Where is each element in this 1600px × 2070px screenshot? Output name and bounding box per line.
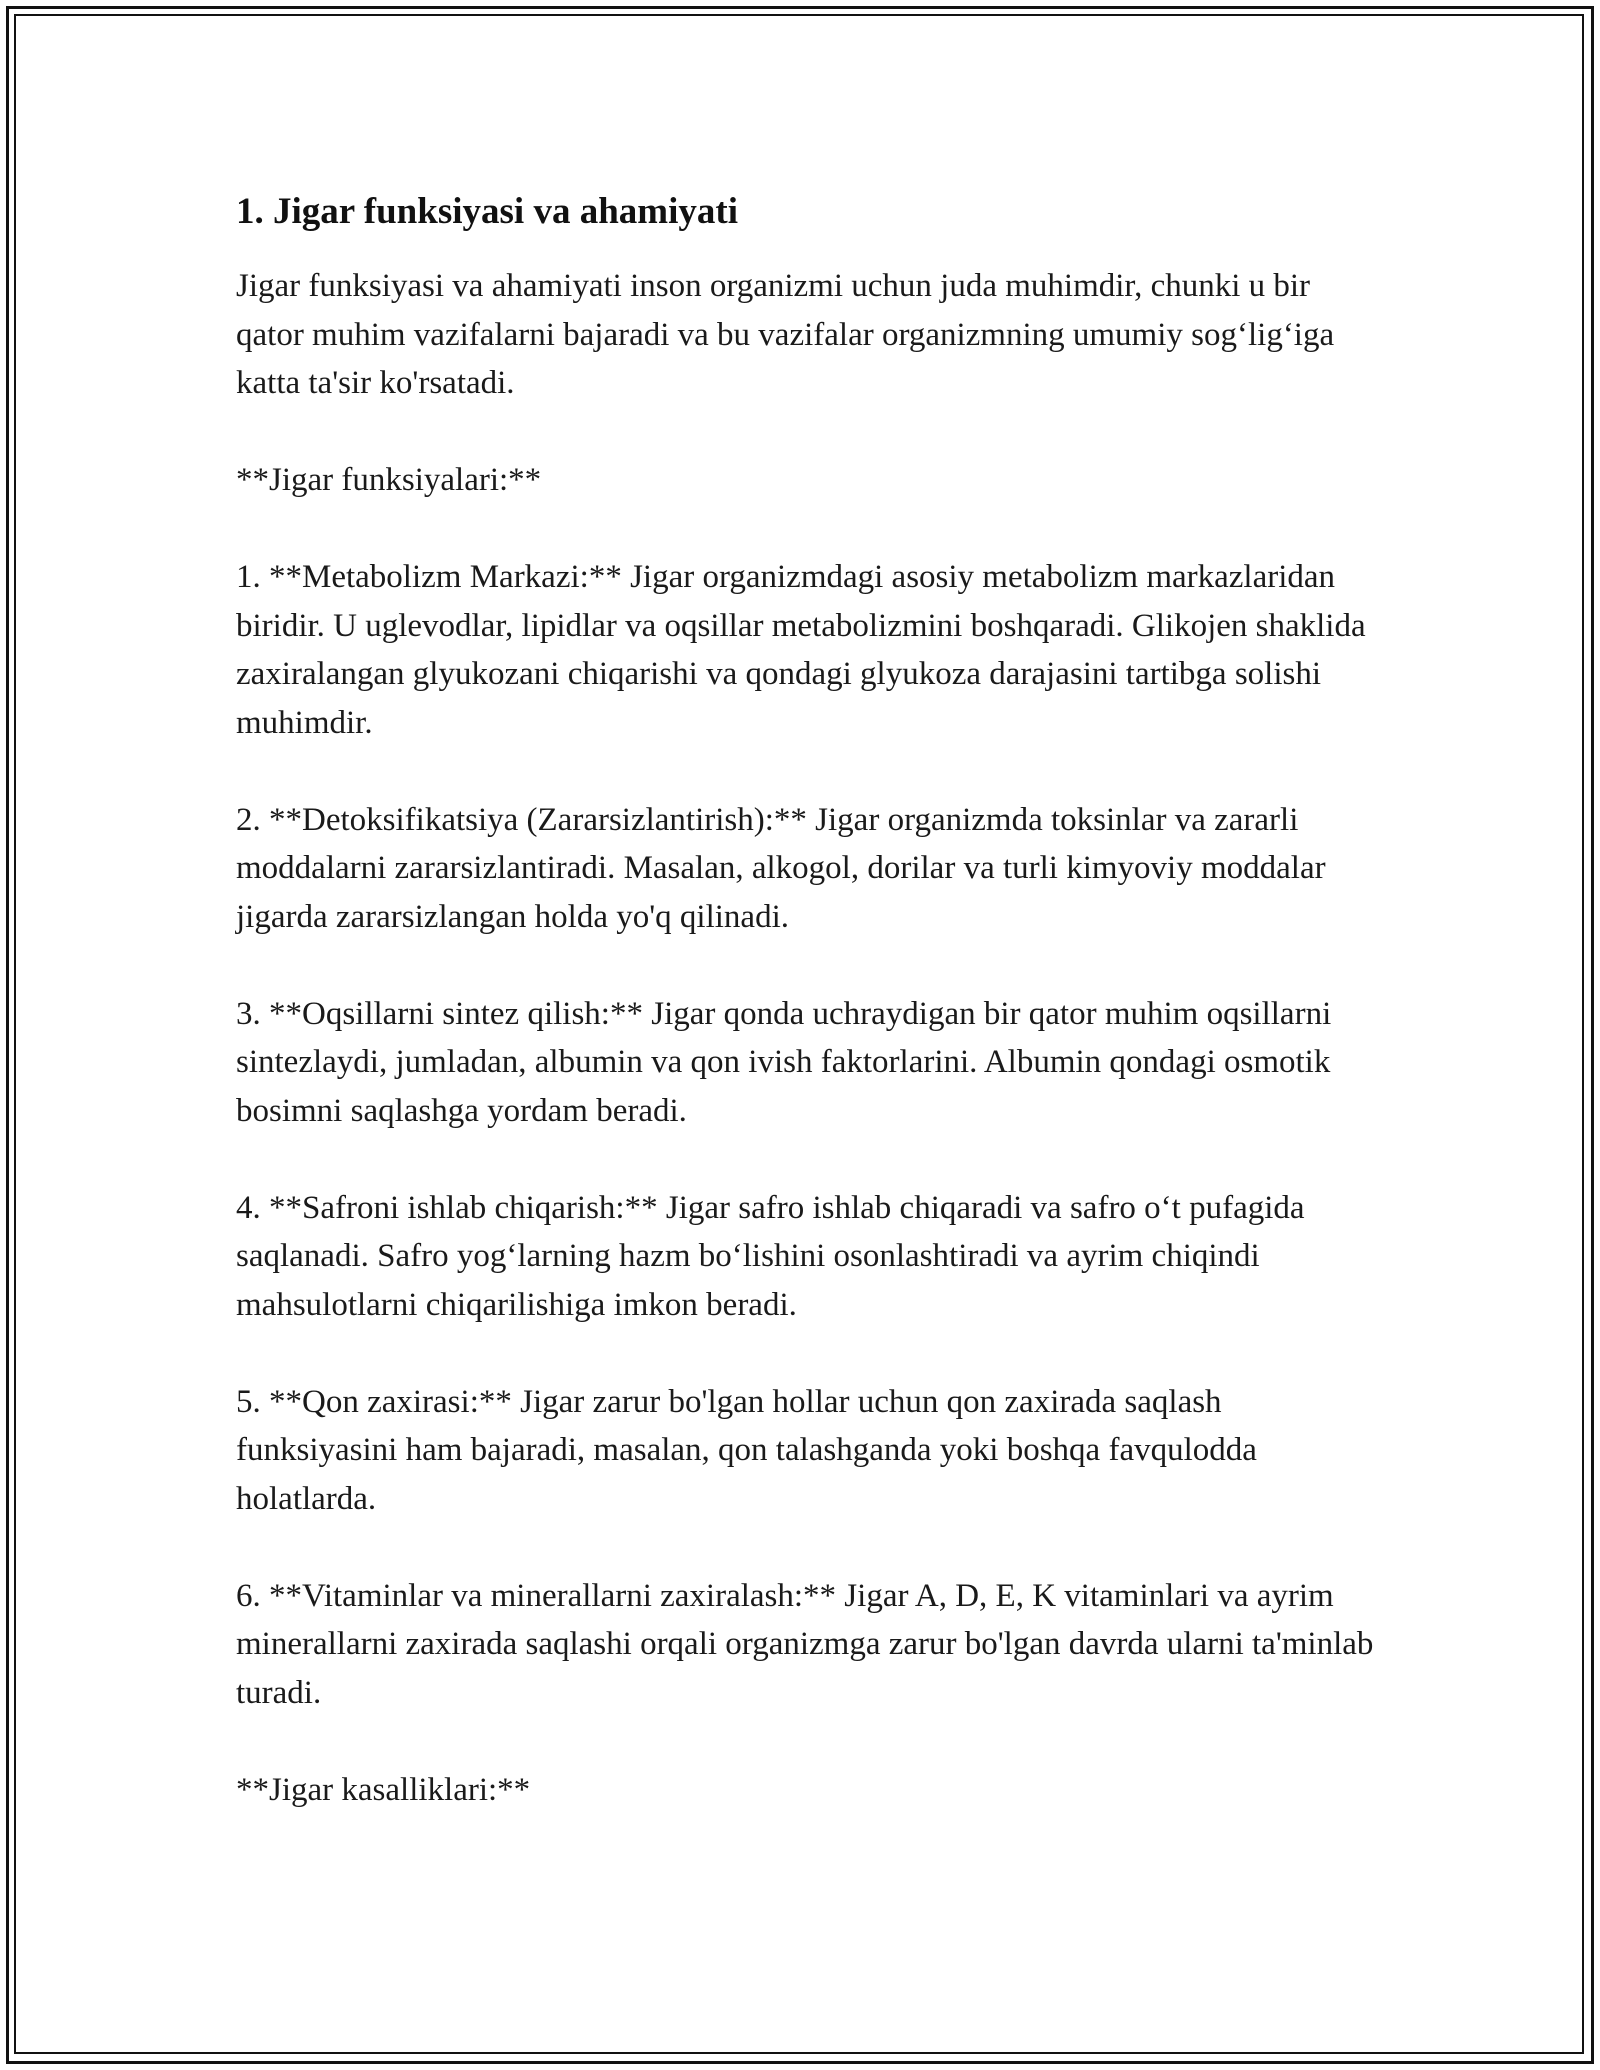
functions-subheading: **Jigar funksiyalari:**: [236, 462, 542, 498]
list-item-metabolism: 1. **Metabolizm Markazi:** Jigar organizmdagi asosiy metabolizm markazlaridan biridir. U uglevodlar, lipidlar va oqsillar metabolizmini boshqaradi. Glikojen shaklida zaxiralangan glyukozani chiqarishi va qondagi glyukoza darajasini tartibga solishi muhimdir.: [236, 559, 1366, 741]
document-page: [236, 188, 1376, 1863]
intro-paragraph: Jigar funksiyasi va ahamiyati inson organizmi uchun juda muhimdir, chunki u bir qator muhim vazifalarni bajaradi va bu vazifalar organizmning umumiy sog‘lig‘iga katta ta'sir ko'rsatadi.: [236, 268, 1335, 401]
list-item-protein-synthesis: 3. **Oqsillarni sintez qilish:** Jigar qonda uchraydigan bir qator muhim oqsillarni sintezlaydi, jumladan, albumin va qon ivish faktorlarini. Albumin qondagi osmotik bosimni saqlashga yordam beradi.: [236, 995, 1332, 1129]
list-item-vitamin-storage: 6. **Vitaminlar va minerallarni zaxiralash:** Jigar A, D, E, K vitaminlari va ayrim minerallarni zaxirada saqlashi orqali organizmga zarur bo'lgan davrda ularni ta'minlab turadi.: [236, 1577, 1374, 1711]
list-item-blood-reserve: 5. **Qon zaxirasi:** Jigar zarur bo'lgan hollar uchun qon zaxirada saqlash funksiyasini ham bajaradi, masalan, qon talashganda yoki boshqa favqulodda holatlarda.: [236, 1383, 1257, 1517]
list-item-bile-production: 4. **Safroni ishlab chiqarish:** Jigar safro ishlab chiqaradi va safro o‘t pufagida saqlanadi. Safro yog‘larning hazm bo‘lishini osonlashtiradi va ayrim chiqindi mahsulotlarni chiqarilishiga imkon beradi.: [236, 1189, 1305, 1323]
section-heading: 1. Jigar funksiyasi va ahamiyati: [236, 191, 738, 232]
list-item-detoxification: 2. **Detoksifikatsiya (Zararsizlantirish):** Jigar organizmda toksinlar va zararli moddalarni zararsizlantiradi. Masalan, alkogol, dorilar va turli kimyoviy moddalar jigarda zararsizlangan holda yo'q qilinadi.: [236, 801, 1326, 935]
diseases-subheading: **Jigar kasalliklari:**: [236, 1771, 531, 1808]
